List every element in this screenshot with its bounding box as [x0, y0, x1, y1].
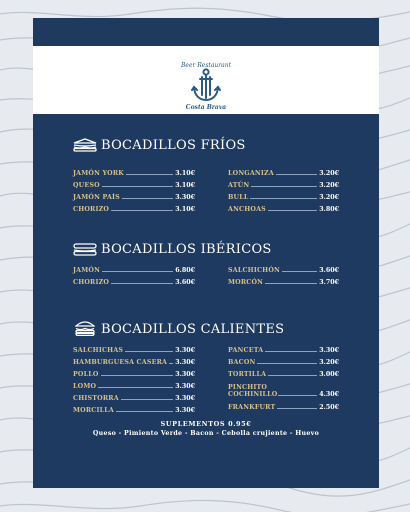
menu-item: ATÚN 3.20€ — [228, 182, 339, 189]
menu-item: BACON 3.20€ — [228, 359, 339, 366]
top-banner — [33, 18, 379, 46]
menu-item: LONGANIZA 3.20€ — [228, 170, 339, 177]
menu-item: ANCHOAS 3.80€ — [228, 206, 339, 213]
menu-item: CHORIZO 3.10€ — [73, 206, 195, 213]
section-title-frios: BOCADILLOS FRÍOS — [101, 138, 246, 153]
section-title-calientes: BOCADILLOS CALIENTES — [101, 322, 285, 337]
menu-item: PANCETA 3.30€ — [228, 347, 339, 354]
menu-item: BULL 3.20€ — [228, 194, 339, 201]
menu-item: HAMBURGUESA CASERA 3.30€ — [73, 359, 195, 366]
menu-item: LOMO 3.30€ — [73, 383, 195, 390]
menu-item: PINCHITO COCHINILLO 4.30€ — [228, 384, 339, 398]
supplements-title: SUPLEMENTOS 0.95€ — [160, 420, 252, 428]
menu-item: FRANKFURT 2.50€ — [228, 404, 339, 411]
menu-item: QUESO 3.10€ — [73, 182, 195, 189]
menu-item: MORCILLA 3.30€ — [73, 407, 195, 414]
menu-item: CHORIZO 3.60€ — [73, 279, 195, 286]
section-title-ibericos: BOCADILLOS IBÉRICOS — [101, 242, 272, 257]
supplements-list: Queso - Pimiento Verde - Bacon - Cebolla crujiente - Huevo — [92, 430, 320, 437]
logo-top-text: Beer Restaurant — [180, 62, 231, 69]
anchor-logo-icon — [191, 68, 221, 102]
logo-bottom-text: Costa Brava — [185, 104, 227, 111]
menu-item: JAMÓN 6.80€ — [73, 267, 195, 274]
menu-item: CHISTORRA 3.30€ — [73, 395, 195, 402]
menu-item: TORTILLA 3.00€ — [228, 371, 339, 378]
menu-item: SALCHICHAS 3.30€ — [73, 347, 195, 354]
menu-item: POLLO 3.30€ — [73, 371, 195, 378]
burger-icon — [75, 320, 95, 336]
menu-item: SALCHICHÓN 3.60€ — [228, 267, 339, 274]
menu-item: JAMÓN YORK 3.10€ — [73, 170, 195, 177]
baguette-icon — [73, 242, 97, 256]
sandwich-icon — [73, 138, 97, 152]
menu-item: JAMÓN PAÍS 3.30€ — [73, 194, 195, 201]
menu-card — [33, 18, 379, 488]
menu-item: MORCÓN 3.70€ — [228, 279, 339, 286]
